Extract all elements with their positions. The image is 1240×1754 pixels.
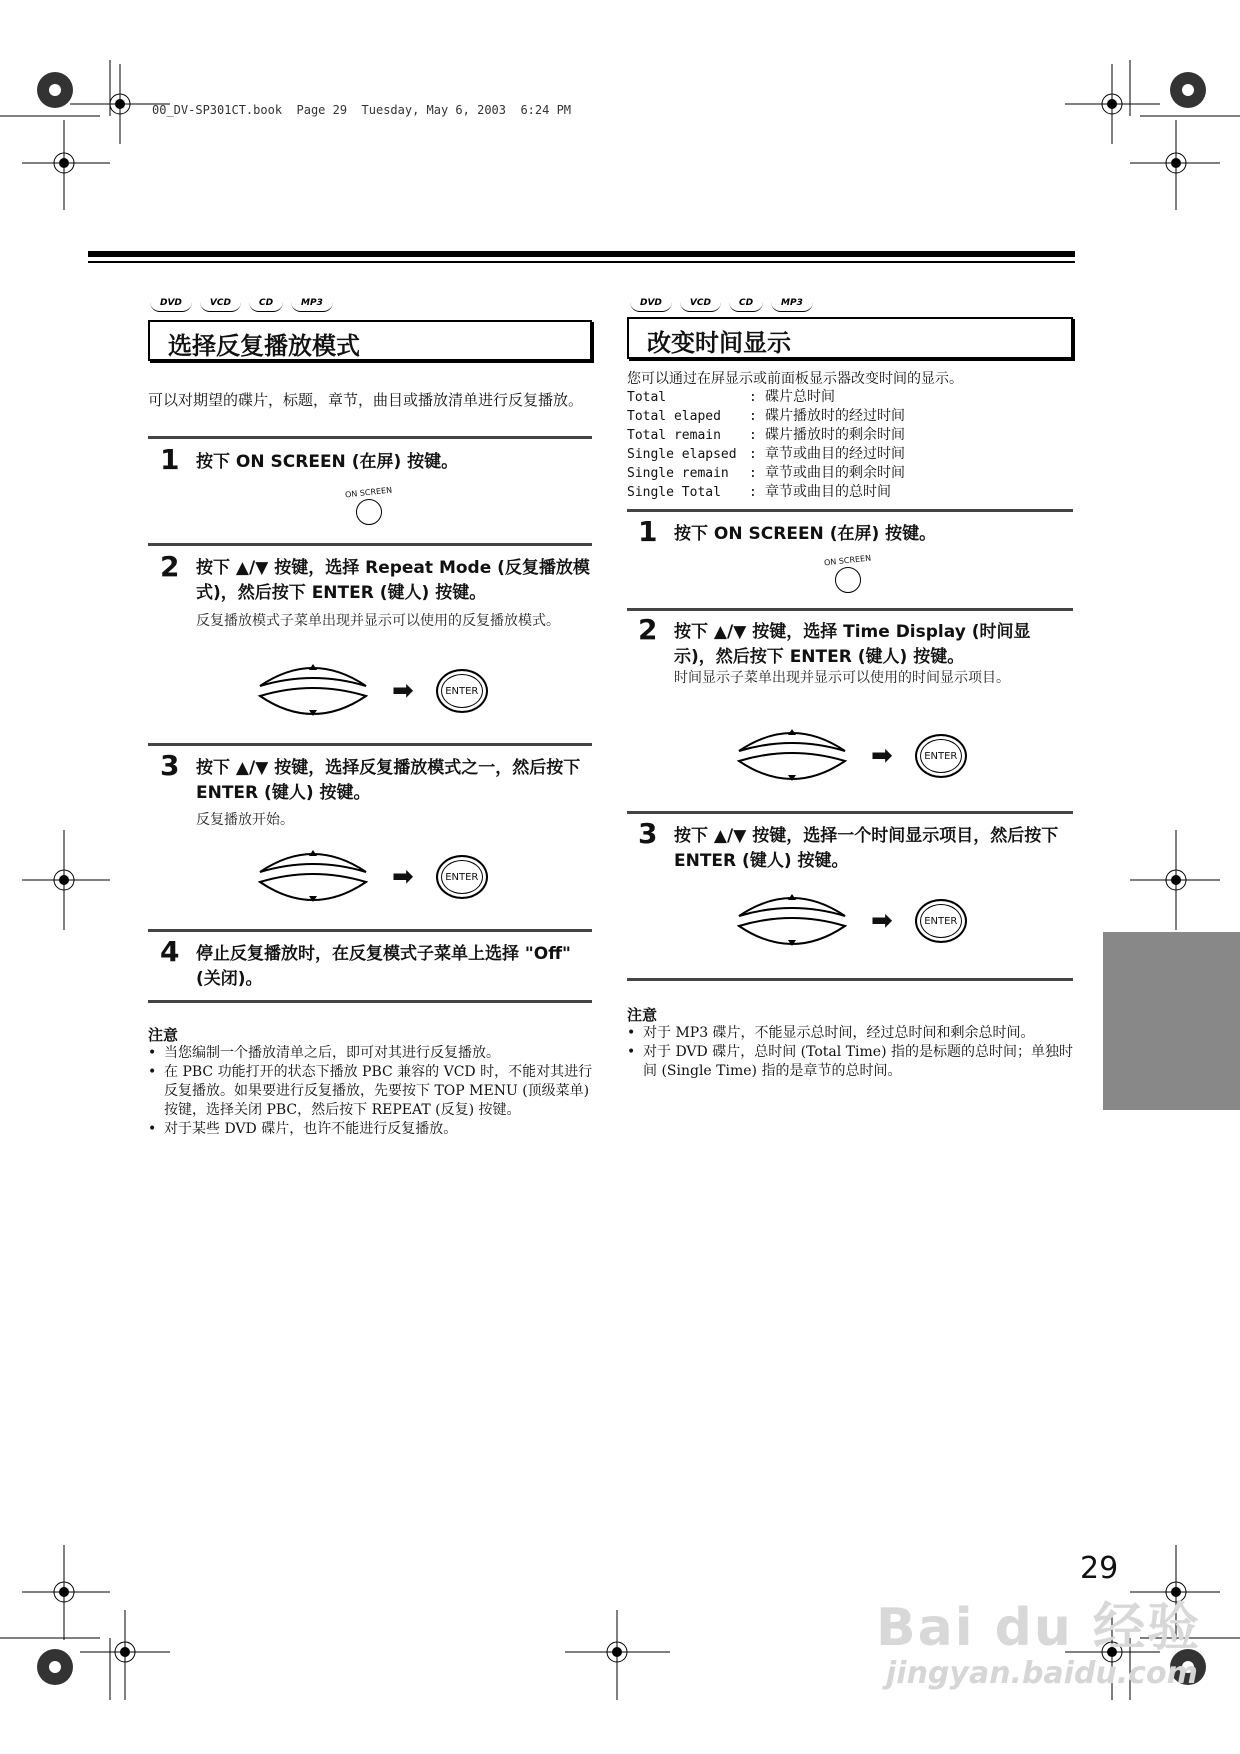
left-step-separator bbox=[148, 543, 592, 546]
left-notes bbox=[148, 1044, 594, 1139]
time-row: Single remain : 章节或曲目的剩余时间 bbox=[627, 465, 905, 481]
left-note-title: 注意 bbox=[148, 1026, 179, 1044]
right-step-1-text: 按下 ON SCREEN (在屏) 按键。 bbox=[674, 524, 937, 544]
right-notes bbox=[627, 1024, 1073, 1081]
time-row: Single Total : 章节或曲目的总时间 bbox=[627, 484, 891, 500]
enter-button-icon: ENTER bbox=[915, 734, 967, 778]
right-step-3-number: 3 bbox=[638, 817, 658, 850]
right-step-separator bbox=[627, 978, 1073, 981]
up-down-keys-icon bbox=[256, 842, 370, 912]
up-down-keys-icon bbox=[735, 721, 849, 791]
left-step-separator bbox=[148, 1000, 592, 1003]
top-rule bbox=[88, 251, 1075, 257]
left-step-3-sub: 反复播放开始。 bbox=[196, 812, 294, 828]
on-screen-circle-icon bbox=[835, 567, 861, 593]
enter-button-icon: ENTER bbox=[436, 669, 488, 713]
chapter-tab bbox=[1103, 932, 1240, 1110]
arrow-right-icon: ➡ bbox=[392, 676, 414, 706]
right-note-title: 注意 bbox=[627, 1006, 658, 1024]
baidu-watermark: Bai du 经验 bbox=[876, 1598, 1201, 1658]
time-row: Total elaped : 碟片播放时的经过时间 bbox=[627, 408, 905, 424]
time-row: Total : 碟片总时间 bbox=[627, 389, 835, 405]
right-intro: 您可以通过在屏显示或前面板显示器改变时间的显示。 bbox=[627, 371, 963, 387]
left-step-1-number: 1 bbox=[160, 443, 180, 476]
baidu-watermark-url: jingyan.baidu.com bbox=[886, 1656, 1198, 1691]
right-note-1: • 对于 MP3 碟片，不能显示总时间，经过总时间和剩余总时间。 bbox=[627, 1024, 1073, 1043]
up-down-keys-icon bbox=[735, 886, 849, 956]
arrow-right-icon: ➡ bbox=[871, 906, 893, 936]
left-note-2: • 在 PBC 功能打开的状态下播放 PBC 兼容的 VCD 时，不能对其进行反复播放。如果要进行反复播放，先要按下 TOP MENU (顶级菜单) 按键，选择关闭 PBC，然后按下 REPEAT (反复) 按键。 bbox=[148, 1063, 594, 1120]
right-step-2-text: 按下 ▲/▼ 按键，选择 Time Display (时间显示)，然后按下 ENTER (键人) 按键。 bbox=[674, 622, 1031, 667]
time-row: Single elapsed : 章节或曲目的经过时间 bbox=[627, 446, 905, 462]
left-step-3-number: 3 bbox=[160, 749, 180, 782]
mp3-badge: MP3 bbox=[771, 296, 813, 312]
right-step-3-illustration bbox=[735, 886, 967, 956]
time-display-table bbox=[627, 388, 905, 502]
left-step-2-sub: 反复播放模式子菜单出现并显示可以使用的反复播放模式。 bbox=[196, 613, 560, 629]
mp3-badge: MP3 bbox=[291, 296, 333, 312]
page-number: 29 bbox=[1080, 1551, 1119, 1586]
up-down-keys-icon bbox=[256, 656, 370, 726]
left-intro: 可以对期望的碟片，标题，章节，曲目或播放清单进行反复播放。 bbox=[148, 391, 584, 409]
left-step-2-number: 2 bbox=[160, 550, 180, 583]
vcd-badge: VCD bbox=[680, 296, 721, 312]
left-step-3-text: 按下 ▲/▼ 按键，选择反复播放模式之一，然后按下 ENTER (键人) 按键。 bbox=[196, 758, 581, 803]
left-on-screen-button bbox=[344, 485, 393, 525]
left-step-separator bbox=[148, 743, 592, 746]
left-step-3-illustration bbox=[256, 842, 488, 912]
right-disc-badges bbox=[630, 296, 813, 312]
right-step-separator bbox=[627, 608, 1073, 611]
right-on-screen-button bbox=[823, 553, 872, 593]
left-note-1: • 当您编制一个播放清单之后，即可对其进行反复播放。 bbox=[148, 1044, 594, 1063]
right-note-2: • 对于 DVD 碟片，总时间 (Total Time) 指的是标题的总时间；单独时间 (Single Time) 指的是章节的总时间。 bbox=[627, 1043, 1073, 1081]
vcd-badge: VCD bbox=[200, 296, 241, 312]
time-row: Total remain : 碟片播放时的剩余时间 bbox=[627, 427, 905, 443]
left-section-title: 选择反复播放模式 bbox=[148, 320, 592, 361]
on-screen-circle-icon bbox=[356, 499, 382, 525]
right-step-1-number: 1 bbox=[638, 515, 658, 548]
dvd-badge: DVD bbox=[630, 296, 672, 312]
right-step-separator bbox=[627, 811, 1073, 814]
left-note-3: • 对于某些 DVD 碟片，也许不能进行反复播放。 bbox=[148, 1120, 594, 1139]
left-step-4-number: 4 bbox=[160, 935, 180, 968]
right-step-separator bbox=[627, 509, 1073, 512]
left-step-2-text: 按下 ▲/▼ 按键，选择 Repeat Mode (反复播放模式)，然后按下 ENTER (键人) 按键。 bbox=[196, 558, 590, 603]
left-step-4-text: 停止反复播放时，在反复模式子菜单上选择 "Off" (关闭)。 bbox=[196, 944, 571, 989]
left-step-separator bbox=[148, 436, 592, 439]
left-step-2-illustration bbox=[256, 656, 488, 726]
dvd-badge: DVD bbox=[150, 296, 192, 312]
right-section-title: 改变时间显示 bbox=[627, 317, 1073, 359]
file-info-header: 00_DV-SP301CT.book Page 29 Tuesday, May 6, 2003 6:24 PM bbox=[152, 103, 572, 117]
left-disc-badges bbox=[150, 296, 333, 312]
arrow-right-icon: ➡ bbox=[392, 862, 414, 892]
on-screen-label: ON SCREEN bbox=[344, 485, 393, 500]
enter-button-icon: ENTER bbox=[436, 855, 488, 899]
cd-badge: CD bbox=[249, 296, 283, 312]
right-step-3-text: 按下 ▲/▼ 按键，选择一个时间显示项目，然后按下 ENTER (键人) 按键。 bbox=[674, 826, 1059, 871]
arrow-right-icon: ➡ bbox=[871, 741, 893, 771]
enter-button-icon: ENTER bbox=[915, 899, 967, 943]
cd-badge: CD bbox=[729, 296, 763, 312]
left-step-1-text: 按下 ON SCREEN (在屏) 按键。 bbox=[196, 452, 459, 472]
right-step-2-illustration bbox=[735, 721, 967, 791]
right-step-2-number: 2 bbox=[638, 613, 658, 646]
on-screen-label: ON SCREEN bbox=[823, 553, 872, 568]
right-step-2-sub: 时间显示子菜单出现并显示可以使用的时间显示项目。 bbox=[674, 670, 1010, 686]
left-step-separator bbox=[148, 929, 592, 932]
top-rule-thin bbox=[88, 261, 1075, 263]
